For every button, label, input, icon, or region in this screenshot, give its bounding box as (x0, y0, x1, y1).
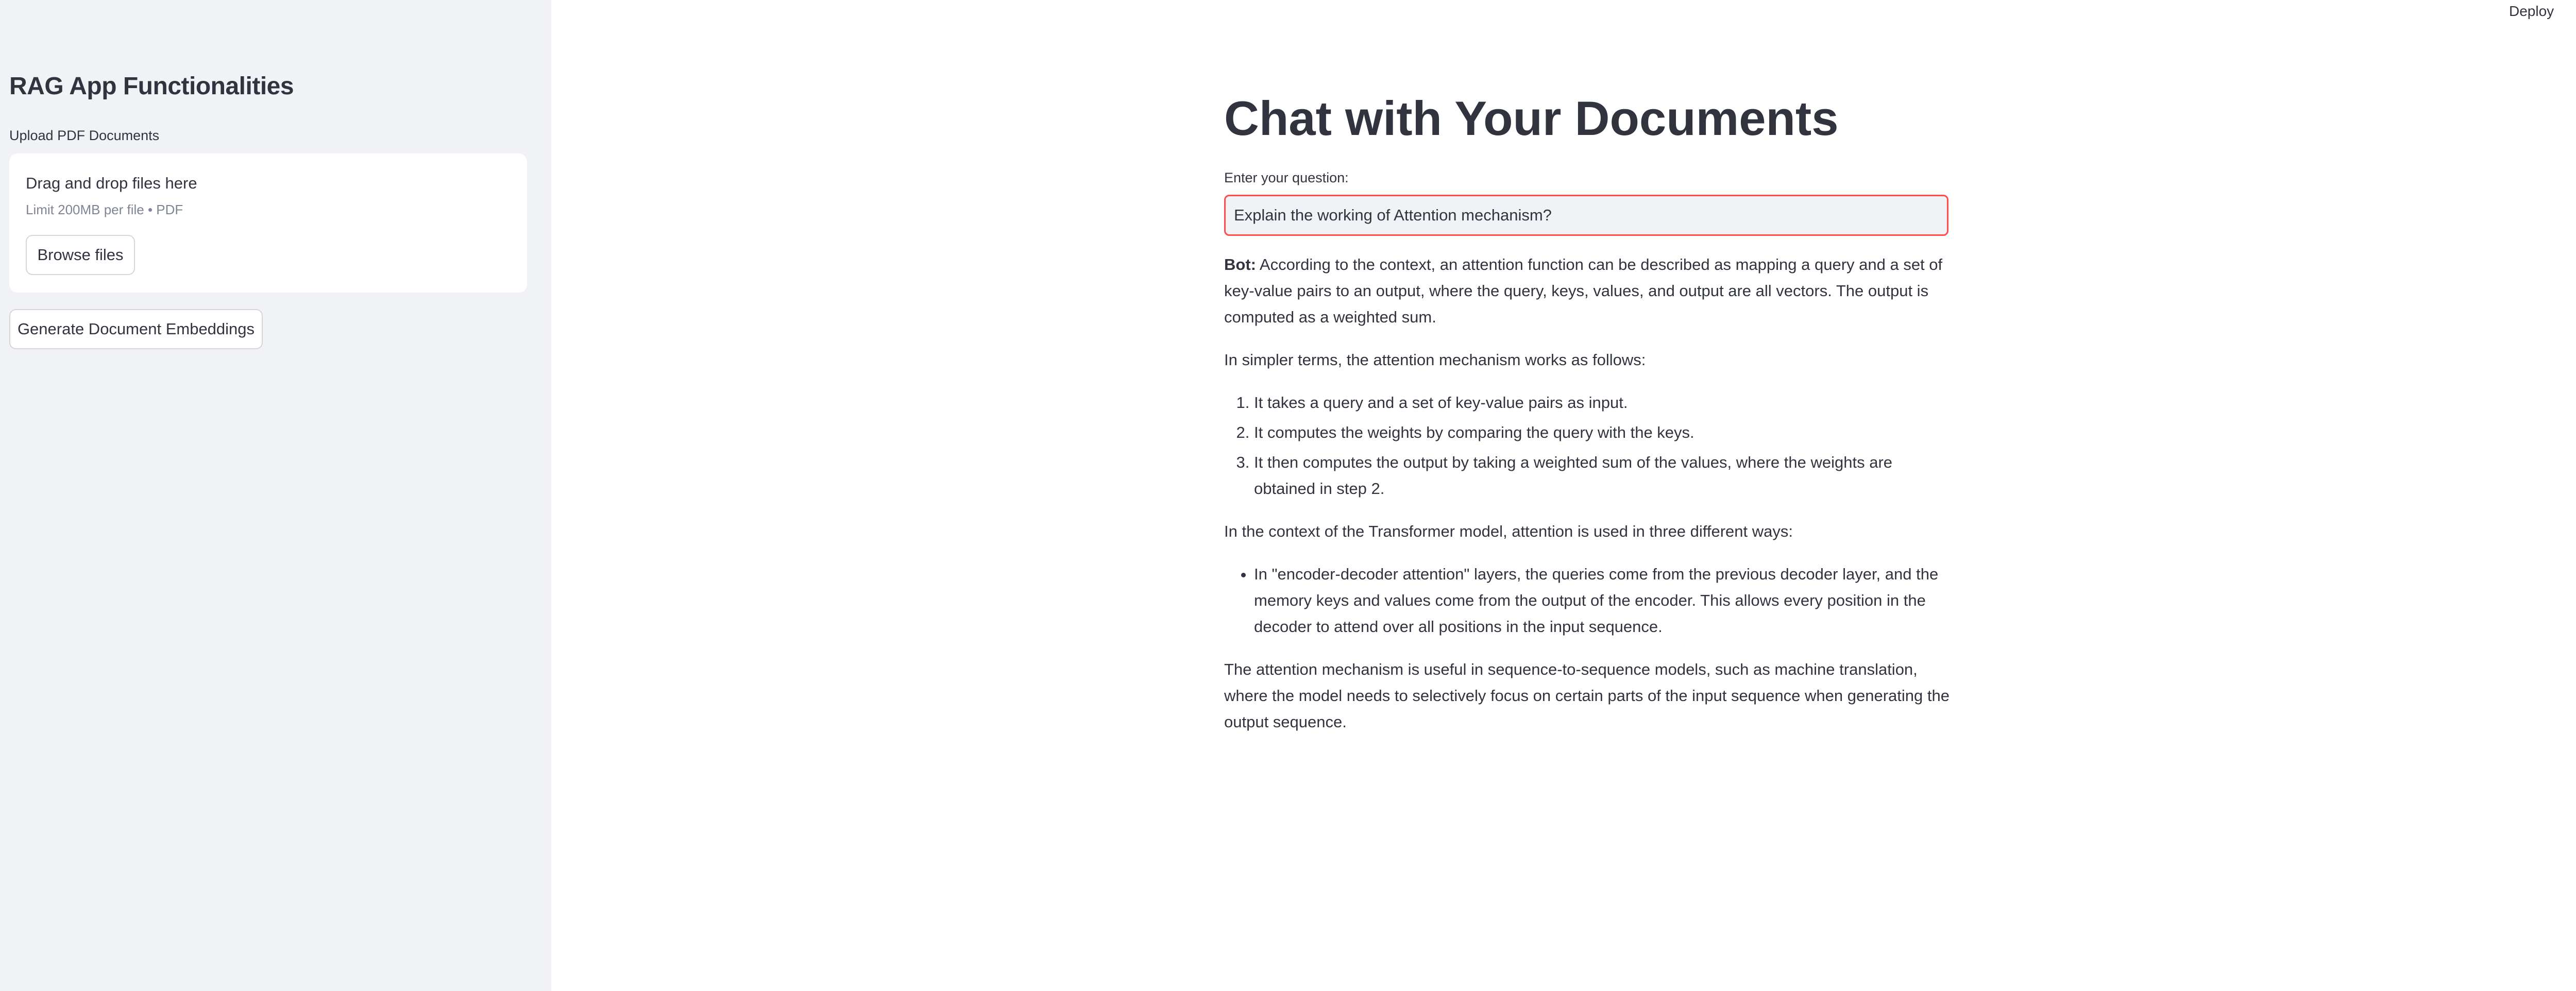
answer-intro (1224, 251, 1951, 330)
bullet-list (1224, 561, 1951, 640)
deploy-button[interactable]: Deploy (2509, 3, 2554, 19)
dropzone-limit: Limit 200MB per file • PDF (26, 202, 183, 217)
list-item: 2. It computes the weights by comparing the query with the keys. (1254, 419, 1951, 446)
answer-simpler: In simpler terms, the attention mechanism works as follows: (1224, 351, 1646, 369)
browse-files-button[interactable]: Browse files (26, 235, 135, 275)
answer-conclusion: The attention mechanism is useful in sequence-to-sequence models, such as machine translation, where the model needs to selectively focus on certain parts of the input sequence when generating the output sequence. (1224, 660, 1950, 731)
answer-context: In the context of the Transformer model, attention is used in three different ways: (1224, 522, 1793, 540)
list-item: 3. It then computes the output by taking a weighted sum of the values, where the weights are obtained in step 2. (1254, 449, 1951, 502)
bot-answer (1224, 251, 1951, 751)
sidebar (0, 0, 551, 991)
sidebar-title: RAG App Functionalities (9, 73, 294, 100)
upload-label: Upload PDF Documents (9, 128, 160, 143)
steps-list (1224, 389, 1951, 502)
question-label: Enter your question: (1224, 170, 1349, 185)
answer-intro-text: According to the context, an attention function can be described as mapping a query and a set of key-value pairs to an output, where the query, keys, values, and output are all vectors. The output is computed as a weighted sum. (1224, 255, 1943, 326)
page-title: Chat with Your Documents (1224, 91, 1839, 145)
file-dropzone[interactable] (9, 153, 527, 293)
bot-label: Bot: (1224, 255, 1256, 274)
list-item: 1. It takes a query and a set of key-value pairs as input. (1254, 389, 1951, 416)
dropzone-title: Drag and drop files here (26, 174, 197, 192)
list-item: • In "encoder-decoder attention" layers, the queries come from the previous decoder layer, and the memory keys and values come from the output of the encoder. This allows every position in the decoder to attend over all positions in the input sequence. (1254, 561, 1951, 640)
question-input[interactable] (1224, 195, 1948, 236)
generate-embeddings-button[interactable]: Generate Document Embeddings (9, 309, 263, 349)
